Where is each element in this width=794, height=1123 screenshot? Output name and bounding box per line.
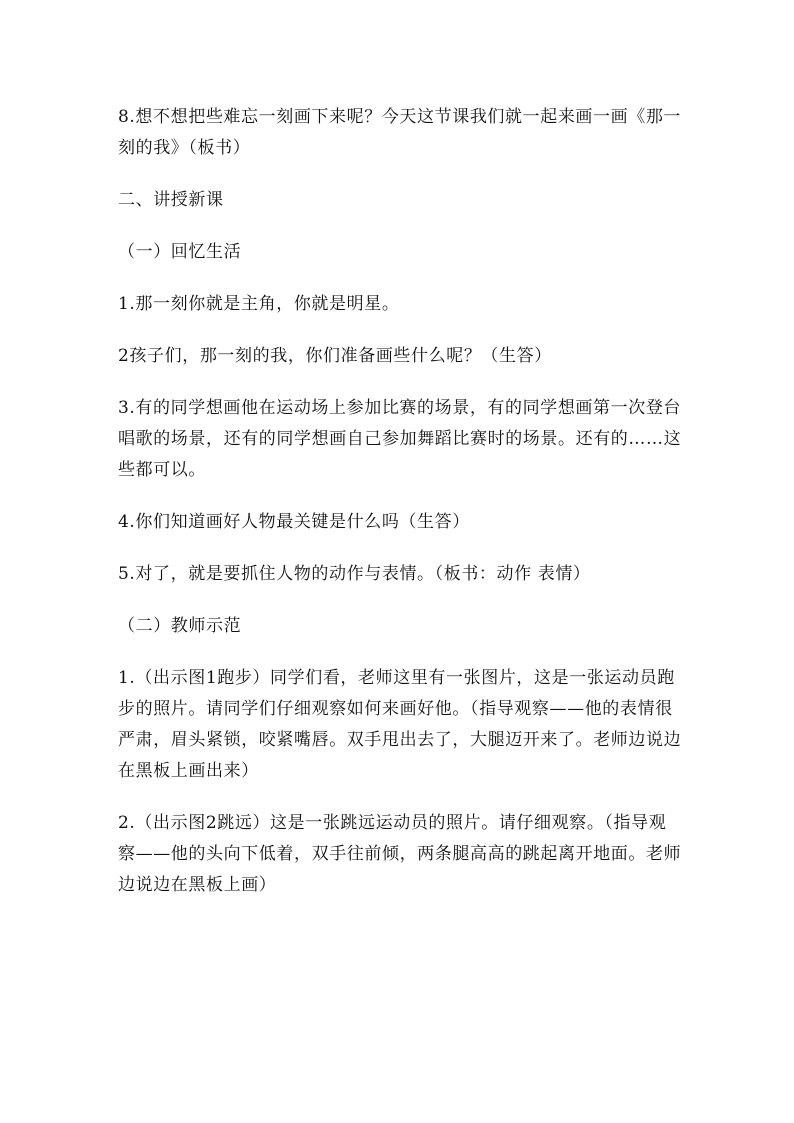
subsection-heading-recall-life: （一）回忆生活 <box>118 242 242 262</box>
paragraph-item-2: 2孩子们，那一刻的我，你们准备画些什么呢？（生答） <box>118 346 552 366</box>
paragraph-step-8: 8.想不想把些难忘一刻画下来呢？今天这节课我们就一起来画一画《那一刻的我》（板书） <box>118 107 682 158</box>
paragraph-item-1: 1.那一刻你就是主角，你就是明星。 <box>118 294 400 314</box>
paragraph-item-4: 4.你们知道画好人物最关键是什么吗（生答） <box>118 512 470 532</box>
paragraph-item-5: 5.对了，就是要抓住人物的动作与表情。（板书：动作 表情） <box>118 564 591 584</box>
section-heading-new-lesson: 二、讲授新课 <box>118 190 224 210</box>
lesson-plan-text <box>118 102 683 922</box>
paragraph-demo-2-long-jump: 2.（出示图2跳远）这是一张跳远运动员的照片。请仔细观察。（指导观察——他的头向下低着，双手往前倾，两条腿高高的跳起离开地面。老师边说边在黑板上画） <box>118 813 682 895</box>
subsection-heading-teacher-demo: （二）教师示范 <box>118 616 242 636</box>
paragraph-demo-1-running: 1.（出示图1跑步）同学们看，老师这里有一张图片，这是一张运动员跑步的照片。请同学们仔细观察如何来画好他。（指导观察——他的表情很严肃，眉头紧锁，咬紧嘴唇。双手甩出去了，大腿迈开来了。老师边说边在黑板上画出来） <box>118 668 682 781</box>
paragraph-item-3: 3.有的同学想画他在运动场上参加比赛的场景，有的同学想画第一次登台唱歌的场景，还有的同学想画自己参加舞蹈比赛时的场景。还有的……这些都可以。 <box>118 398 682 480</box>
